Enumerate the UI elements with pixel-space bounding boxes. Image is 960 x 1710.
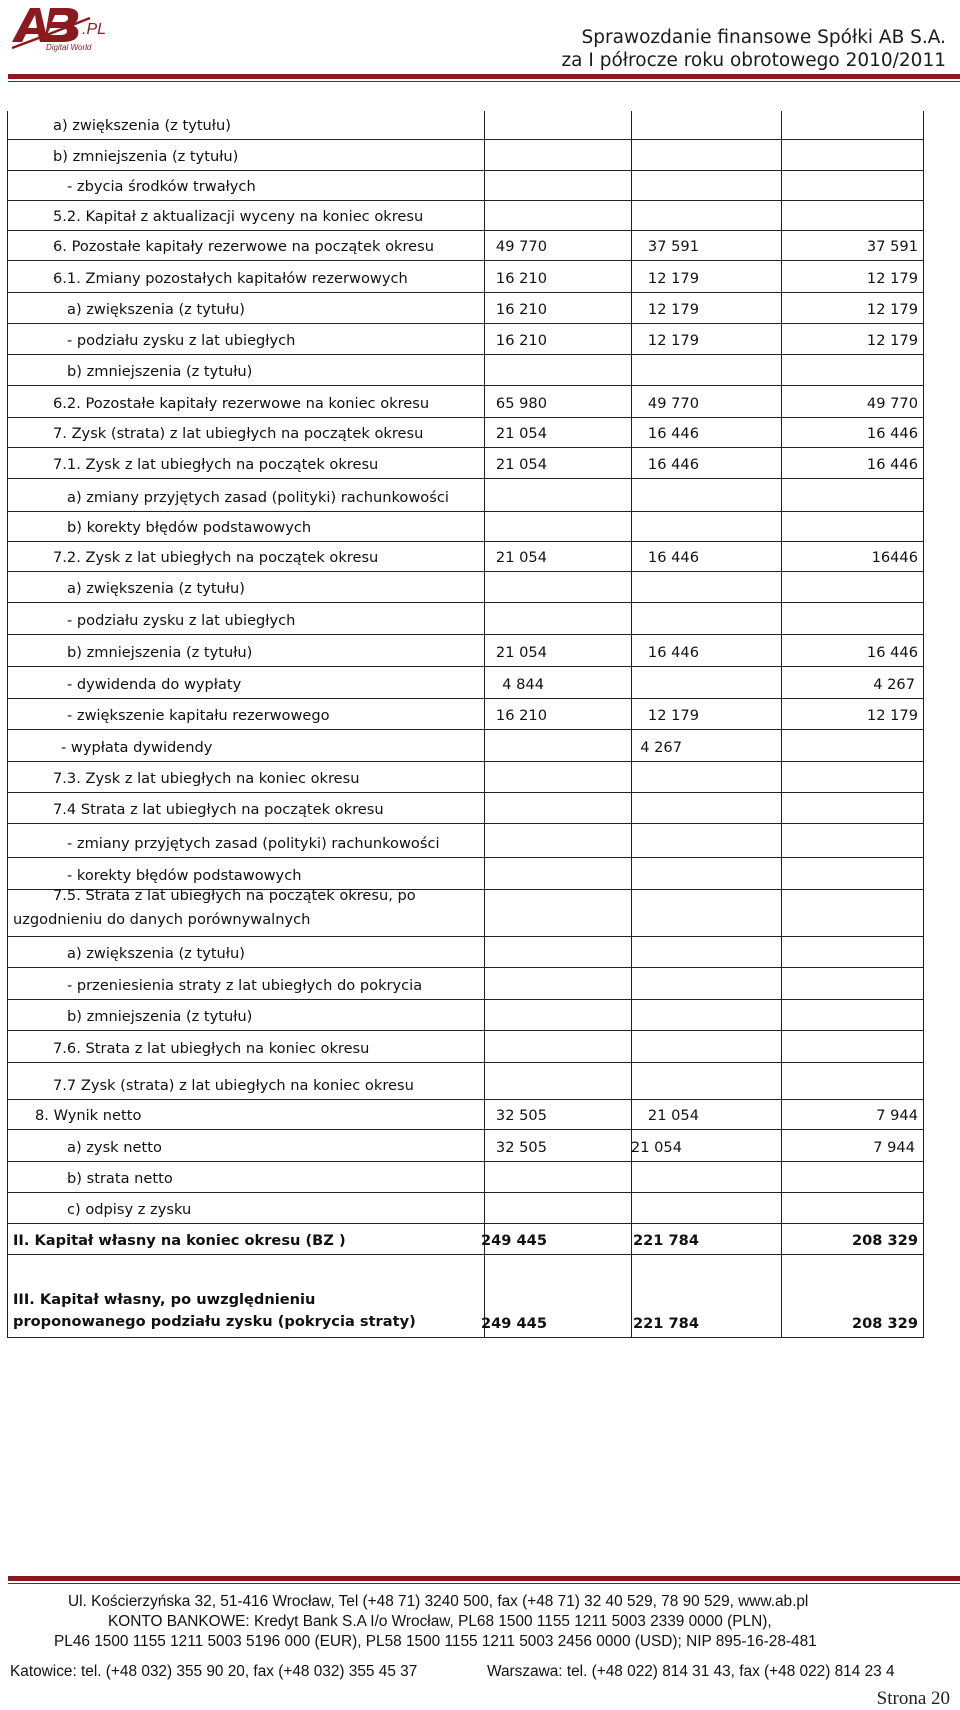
table-row [7,667,924,699]
value-col-3: 49 770 [866,395,918,412]
table-row [7,1063,924,1100]
row-label: 7.4 Strata z lat ubiegłych na początek okresu [53,801,384,818]
value-col-3: 16 446 [866,644,918,661]
row-label: b) zmniejszenia (z tytułu) [67,1008,253,1025]
table-row [7,1130,924,1162]
value-col-2: 16 446 [647,644,699,661]
footer-bank-account: KONTO BANKOWE: Kredyt Bank S.A I/o Wrocław, PL68 1500 1155 1211 5003 2339 0000 (PLN), [108,1613,772,1630]
value-col-2: 21 054 [630,1139,682,1156]
value-col-3: 37 591 [866,238,918,255]
table-row [7,635,924,667]
row-label: c) odpisy z zysku [67,1201,192,1218]
table-row [7,1162,924,1193]
row-label: a) zmiany przyjętych zasad (polityki) rachunkowości [67,489,449,506]
value-col-2: 12 179 [647,332,699,349]
footer-katowice: Katowice: tel. (+48 032) 355 90 20, fax (+48 032) 355 45 37 [10,1663,418,1680]
value-col-1: 16 210 [495,332,547,349]
table-row [7,386,924,418]
row-label: - korekty błędów podstawowych [67,867,302,884]
row-label: - zbycia środków trwałych [67,178,256,195]
value-col-2: 16 446 [647,425,699,442]
row-label: 5.2. Kapitał z aktualizacji wyceny na koniec okresu [53,208,424,225]
row-label: 7. Zysk (strata) z lat ubiegłych na początek okresu [53,425,424,442]
table-row [7,355,924,386]
row-label: 7.6. Strata z lat ubiegłych na koniec okresu [53,1040,370,1057]
row-label: 7.3. Zysk z lat ubiegłych na koniec okresu [53,770,360,787]
footer-warszawa: Warszawa: tel. (+48 022) 814 31 43, fax (+48 022) 814 23 4 [487,1663,895,1680]
row-label: a) zysk netto [67,1139,162,1156]
value-col-1: 249 445 [480,1315,547,1332]
row-label: a) zwiększenia (z tytułu) [67,945,245,962]
table-row [7,730,924,762]
value-col-1: 21 054 [495,425,547,442]
value-col-1: 249 445 [480,1232,547,1249]
value-col-3: 7 944 [873,1139,915,1156]
header-divider-thin [8,81,960,82]
table-row [7,171,924,201]
row-label: b) zmniejszenia (z tytułu) [67,363,253,380]
value-col-2: 16 446 [647,549,699,566]
value-col-2: 12 179 [647,301,699,318]
footer-address: Ul. Kościerzyńska 32, 51-416 Wrocław, Tel (+48 71) 3240 500, fax (+48 71) 32 40 529, 78 90 529, www.ab.pl [68,1593,809,1610]
table-row [7,1031,924,1063]
row-label: b) zmniejszenia (z tytułu) [53,148,239,165]
table-row [7,201,924,231]
table-row [7,479,924,512]
row-label: 6.2. Pozostałe kapitały rezerwowe na koniec okresu [53,395,430,412]
table-row [7,793,924,824]
value-col-2: 21 054 [647,1107,699,1124]
row-label: - podziału zysku z lat ubiegłych [67,612,296,629]
row-label: - wypłata dywidendy [61,739,213,756]
footer-accounts-nip: PL46 1500 1155 1211 5003 5196 000 (EUR), PL58 1500 1155 1211 5003 2456 0000 (USD); NIP 895-16-28-481 [54,1633,817,1650]
table-row [7,111,924,140]
value-col-1: 49 770 [495,238,547,255]
row-label: - dywidenda do wypłaty [67,676,242,693]
value-col-3: 16 446 [866,425,918,442]
row-label: 7.1. Zysk z lat ubiegłych na początek okresu [53,456,379,473]
row-label: 6. Pozostałe kapitały rezerwowe na początek okresu [53,238,434,255]
table-row [7,572,924,603]
row-label: 7.7 Zysk (strata) z lat ubiegłych na koniec okresu [53,1077,414,1094]
row-label: 8. Wynik netto [35,1107,142,1124]
report-title-line-2: za I półrocze roku obrotowego 2010/2011 [561,50,946,71]
value-col-3: 4 267 [873,676,915,693]
row-label: - zmiany przyjętych zasad (polityki) rachunkowości [67,835,440,852]
value-col-3: 208 329 [851,1315,918,1332]
value-col-3: 16 446 [866,456,918,473]
table-row [7,324,924,355]
value-col-3: 7 944 [876,1107,918,1124]
row-label: a) zwiększenia (z tytułu) [53,117,231,134]
page-number: Strona 20 [876,1688,950,1709]
row-label: - podziału zysku z lat ubiegłych [67,332,296,349]
table-row [7,261,924,293]
row-label: 6.1. Zmiany pozostałych kapitałów rezerwowych [53,270,408,287]
company-logo [10,4,122,52]
value-col-3: 12 179 [866,707,918,724]
table-row [7,887,924,937]
svg-text:Digital World: Digital World [46,43,92,52]
table-row [7,1100,924,1130]
table-row [7,824,924,858]
table-row [7,231,924,261]
value-col-2: 12 179 [647,707,699,724]
row-label: b) zmniejszenia (z tytułu) [67,644,253,661]
value-col-3: 12 179 [866,270,918,287]
value-col-1: 65 980 [495,395,547,412]
value-col-1: 32 505 [495,1107,547,1124]
value-col-3: 208 329 [851,1232,918,1249]
value-col-1: 21 054 [495,644,547,661]
table-row [7,762,924,793]
value-col-2: 221 784 [632,1232,699,1249]
table-row [7,1193,924,1224]
value-col-2: 49 770 [647,395,699,412]
table-row [7,448,924,479]
table-row [7,512,924,542]
table-row [7,542,924,572]
header-divider [8,74,960,79]
row-label: - przeniesienia straty z lat ubiegłych do pokrycia [67,977,423,994]
table-row [7,418,924,448]
value-col-1: 16 210 [495,707,547,724]
row-label: 7.5. Strata z lat ubiegłych na początek okresu, po uzgodnieniu do danych porównywalnych [13,887,416,928]
value-col-3: 12 179 [866,332,918,349]
row-label: a) zwiększenia (z tytułu) [67,580,245,597]
equity-changes-table [7,111,924,1338]
row-label: b) strata netto [67,1170,173,1187]
value-col-2: 37 591 [647,238,699,255]
table-row [7,968,924,1000]
table-row [7,140,924,171]
row-label: b) korekty błędów podstawowych [67,519,312,536]
value-col-2: 4 267 [640,739,682,756]
table-row [7,1000,924,1031]
value-col-1: 21 054 [495,549,547,566]
page-header [0,0,960,86]
footer-divider [8,1576,960,1581]
table-row [7,699,924,730]
report-title-line-1: Sprawozdanie finansowe Spółki AB S.A. [581,27,946,48]
value-col-1: 32 505 [495,1139,547,1156]
report-title [561,26,946,72]
value-col-1: 16 210 [495,270,547,287]
svg-text:.PL: .PL [82,21,107,38]
value-col-1: 4 844 [502,676,544,693]
table-row [7,603,924,635]
value-col-2: 16 446 [647,456,699,473]
value-col-1: 16 210 [495,301,547,318]
table-row [7,293,924,324]
row-label: - zwiększenie kapitału rezerwowego [67,707,330,724]
row-label: 7.2. Zysk z lat ubiegłych na początek okresu [53,549,379,566]
table-row [7,937,924,968]
value-col-1: 21 054 [495,456,547,473]
value-col-2: 12 179 [647,270,699,287]
row-label: a) zwiększenia (z tytułu) [67,301,245,318]
row-label: III. Kapitał własny, po uwzględnieniu proponowanego podziału zysku (pokrycia straty) [13,1291,416,1330]
row-label: II. Kapitał własny na koniec okresu (BZ ) [13,1232,346,1249]
table-row [7,1224,924,1255]
value-col-2: 221 784 [632,1315,699,1332]
value-col-3: 12 179 [866,301,918,318]
table-row [7,1255,924,1338]
value-col-3: 16446 [871,549,918,566]
footer-divider-thin [8,1583,960,1584]
